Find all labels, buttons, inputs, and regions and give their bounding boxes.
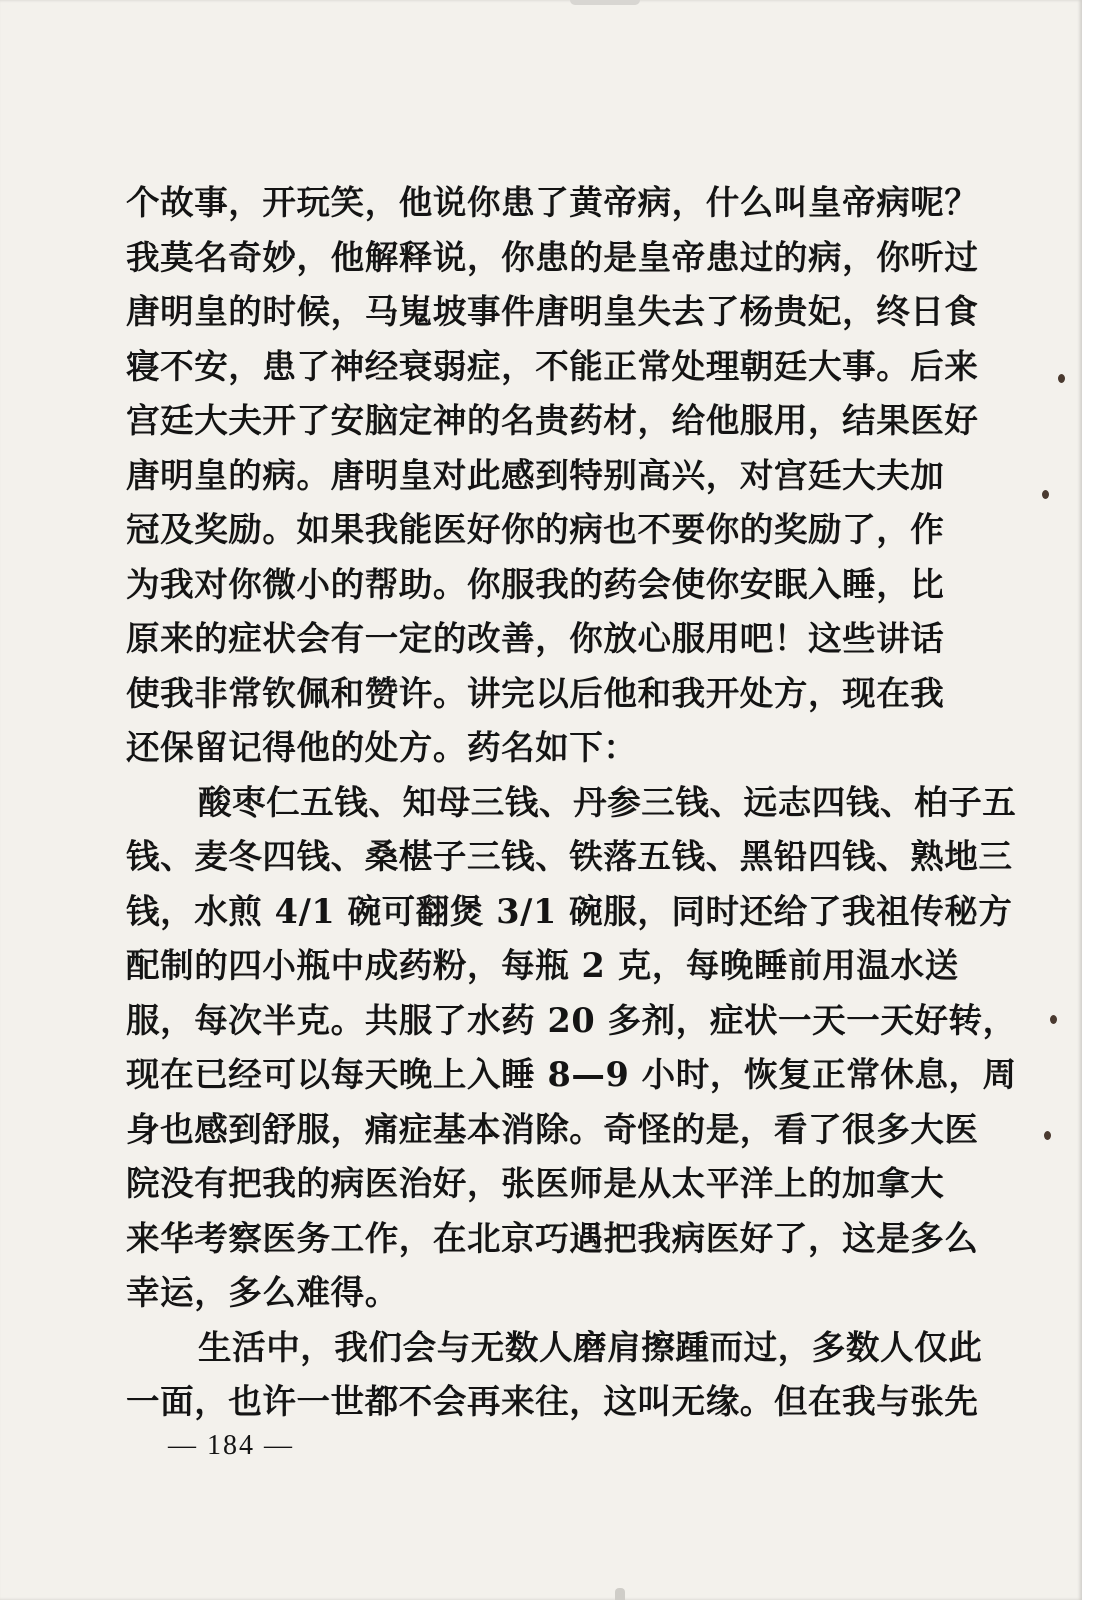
binding-hole xyxy=(1058,374,1065,383)
text-line: 唐明皇的病。唐明皇对此感到特别高兴，对宫廷大夫加 xyxy=(126,455,945,495)
page-edge xyxy=(1082,0,1100,1600)
text-line: 使我非常钦佩和赞许。讲完以后他和我开处方，现在我 xyxy=(126,673,945,713)
text-line: 身也感到舒服，痛症基本消除。奇怪的是，看了很多大医 xyxy=(126,1109,979,1149)
text-line: 宫廷大夫开了安脑定神的名贵药材，给他服用，结果医好 xyxy=(126,401,979,440)
text-line: 冠及奖励。如果我能医好你的病也不要你的奖励了，作 xyxy=(126,510,945,549)
text-line: 我莫名奇妙，他解释说，你患的是皇帝患过的病，你听过 xyxy=(126,237,979,277)
text-line-paragraph-start: 酸枣仁五钱、知母三钱、丹参三钱、远志四钱、柏子五 xyxy=(198,782,1017,822)
text-line: 为我对你微小的帮助。你服我的药会使你安眠入睡，比 xyxy=(126,564,945,604)
binding-hole xyxy=(1042,490,1049,499)
text-line-paragraph-start: 生活中，我们会与无数人磨肩擦踵而过，多数人仅此 xyxy=(198,1327,983,1367)
text-line: 原来的症状会有一定的改善，你放心服用吧！这些讲话 xyxy=(126,619,945,658)
text-line: 幸运，多么难得。 xyxy=(126,1273,399,1312)
binding-hole xyxy=(1050,1015,1057,1024)
text-line: 一面，也许一世都不会再来往，这叫无缘。但在我与张先 xyxy=(126,1382,979,1421)
text-line: 服，每次半克。共服了水药 20 多剂，症状一天一天好转， xyxy=(126,1000,1017,1040)
text-line: 个故事，开玩笑，他说你患了黄帝病，什么叫皇帝病呢？ xyxy=(126,183,979,222)
body-text xyxy=(126,176,1017,1430)
binding-hole xyxy=(1044,1131,1051,1140)
text-line: 现在已经可以每天晚上入睡 8—9 小时，恢复正常休息，周 xyxy=(126,1055,1017,1094)
text-line: 配制的四小瓶中成药粉，每瓶 2 克，每晚睡前用温水送 xyxy=(126,946,959,985)
text-line: 唐明皇的时候，马嵬坡事件唐明皇失去了杨贵妃，终日食 xyxy=(126,292,979,331)
page-top-mark xyxy=(570,0,640,5)
text-line: 钱、麦冬四钱、桑椹子三钱、铁落五钱、黑铅四钱、熟地三 xyxy=(126,837,1013,876)
text-line: 钱，水煎 4/1 碗可翻煲 3/1 碗服，同时还给了我祖传秘方 xyxy=(126,891,1013,931)
text-line: 院没有把我的病医治好，张医师是从太平洋上的加拿大 xyxy=(126,1164,945,1203)
text-line: 还保留记得他的处方。药名如下： xyxy=(126,728,638,767)
page-number: — 184 — xyxy=(168,1430,294,1461)
text-line: 来华考察医务工作，在北京巧遇把我病医好了，这是多么 xyxy=(126,1218,979,1258)
text-line: 寝不安，患了神经衰弱症，不能正常处理朝廷大事。后来 xyxy=(126,346,979,386)
page-bottom-mark xyxy=(615,1588,625,1600)
